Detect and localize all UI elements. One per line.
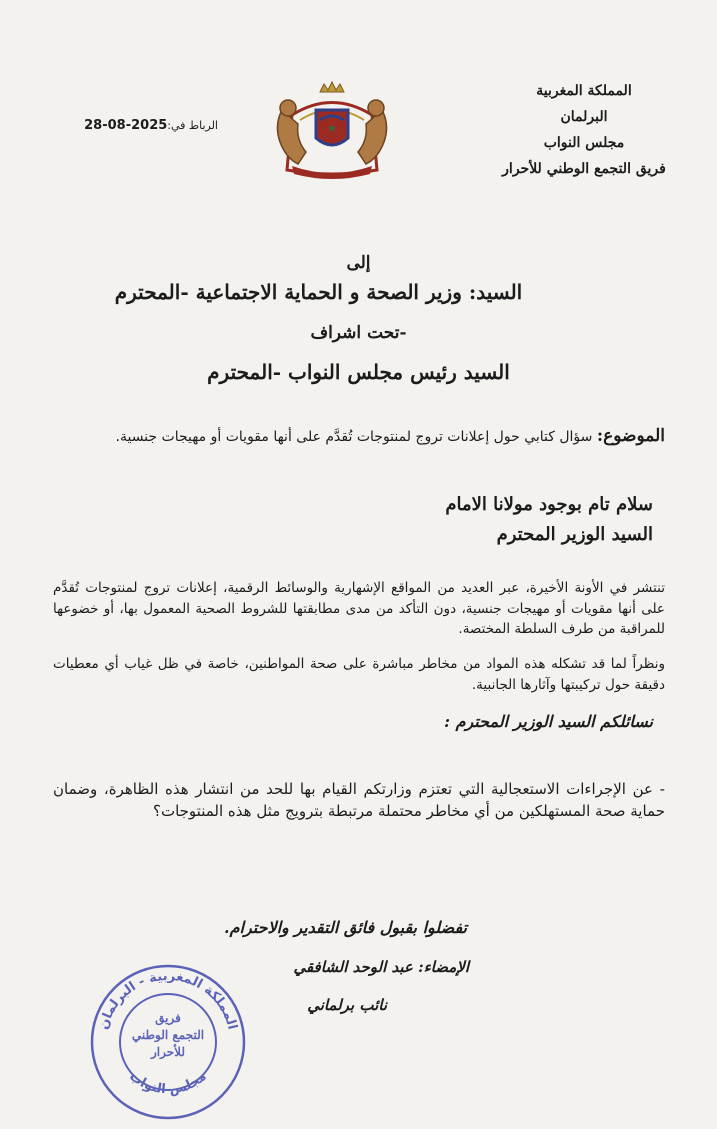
letterhead	[499, 78, 669, 182]
subject-text: سؤال كتابي حول إعلانات تروج لمنتوجات تُقدَّم على أنها مقويات أو مهيجات جنسية.	[115, 429, 593, 445]
signatory-title: نائب برلماني	[307, 996, 387, 1014]
subject-label: الموضوع:	[596, 426, 665, 446]
recipient-speaker: السيد رئيس مجلس النواب -المحترم	[207, 360, 510, 384]
stamp-outer-bottom: مجلس النواب	[126, 1068, 210, 1098]
stamp-inner-line3: للأحرار	[151, 1045, 185, 1059]
stamp-outer-top: المملكة المغربية - البرلمان	[96, 968, 240, 1032]
body-paragraph-2: ونظراً لما قد تشكله هذه المواد من مخاطر مباشرة على صحة المواطنين، خاصة في ظل غياب أي معطيات دقيقة حول تركيبتها وآثارها الجانبية.	[53, 656, 665, 693]
signature: الإمضاء: عبد الوحد الشافقي	[293, 958, 469, 976]
letter-date	[48, 118, 218, 133]
closing-text: تفضلوا بقبول فائق التقدير والاحترام.	[224, 918, 467, 937]
subject-line	[45, 424, 665, 449]
official-stamp	[88, 962, 248, 1122]
questions-label: نسائلكم السيد الوزير المحترم :	[444, 712, 653, 731]
recipient-minister: السيد: وزير الصحة و الحماية الاجتماعية -المحترم	[114, 280, 523, 304]
stamp-center	[123, 1010, 213, 1061]
coat-of-arms-icon	[262, 80, 402, 180]
letterhead-group: فريق التجمع الوطني للأحرار	[502, 161, 666, 177]
letterhead-kingdom: المملكة المغربية	[536, 83, 632, 99]
body-paragraph-1: تنتشر في الأونة الأخيرة، عبر العديد من المواقع الإشهارية والوسائط الرقمية، إعلانات تروج لمنتوجات تُقدَّم على أنها مقويات أو مهيجات جنسية، دون التأكد من مدى مطابقتها للشروط الصحية المعمول بها، أو خضوعها للمراقبة من طرف السلطة المختصة.	[53, 580, 665, 637]
stamp-inner-line1: فريق	[155, 1011, 181, 1025]
date-label: الرباط في:	[167, 119, 218, 132]
greeting-line2: السيد الوزير المحترم	[496, 524, 653, 545]
letterhead-house: مجلس النواب	[543, 135, 625, 151]
svg-text:مجلس النواب	[126, 1069, 209, 1098]
greeting-line1: سلام تام بوجود مولانا الامام	[445, 494, 653, 515]
recipient-to: إلى	[346, 253, 371, 273]
stamp-inner-line2: التجمع الوطني	[131, 1028, 205, 1042]
greeting	[53, 490, 653, 550]
date-value: 2025-08-28	[84, 118, 168, 133]
letterhead-parliament: البرلمان	[560, 109, 608, 125]
recipient-supervision: -تحت اشراف	[310, 323, 407, 343]
question-text: - عن الإجراءات الاستعجالية التي تعتزم وزارتكم القيام بها للحد من انتشار هذه الظاهرة، وضمان حماية صحة المستهلكين من أي مخاطر محتملة مرتبطة بترويج مثل هذه المنتوجات؟	[53, 780, 665, 820]
